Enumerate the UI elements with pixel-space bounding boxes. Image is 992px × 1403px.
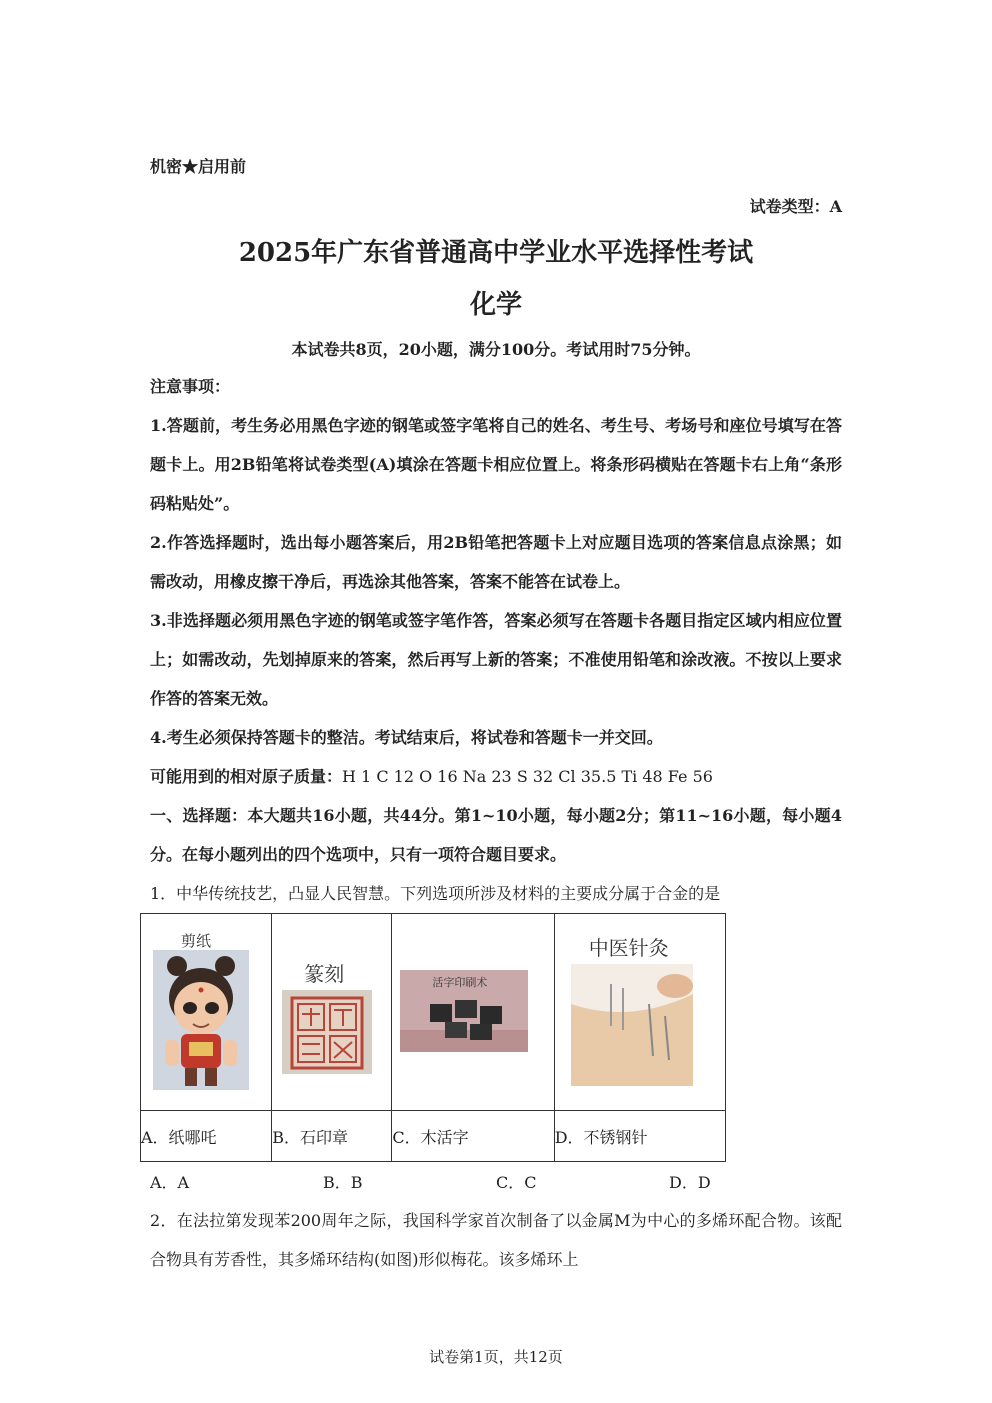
question-2-stem: 2．在法拉第发现苯200周年之际，我国科学家首次制备了以金属M为中心的多烯环配合物。该配合物具有芳香性，其多烯环结构(如图)形似梅花。该多烯环上 <box>150 1211 842 1269</box>
answer-choice-d[interactable]: D．D <box>669 1173 711 1192</box>
stone-seal-image <box>282 990 372 1074</box>
note-item-3: 3.非选择题必须用黑色字迹的钢笔或签字笔作答，答案必须写在答题卡各题目指定区域内相应位置上；如需改动，先划掉原来的答案，然后再写上新的答案；不准使用铅笔和涂改液。不按以上要求作答的答案无效。 <box>150 611 842 708</box>
note-item-1: 1.答题前，考生务必用黑色字迹的钢笔或签字笔将自己的姓名、考生号、考场号和座位号填写在答题卡上。用2B铅笔将试卷类型(A)填涂在答题卡相应位置上。将条形码横贴在答题卡右上角“条形码粘贴处”。 <box>150 416 842 513</box>
note-item-4: 4.考生必须保持答题卡的整洁。考试结束后，将试卷和答题卡一并交回。 <box>150 728 663 747</box>
exam-info: 本试卷共8页，20小题，满分100分。考试用时75分钟。 <box>291 340 701 359</box>
option-b-image-cell <box>272 914 392 1111</box>
exam-title: 2025年广东省普通高中学业水平选择性考试 <box>238 238 754 268</box>
subject-title: 化学 <box>469 290 522 320</box>
page-footer: 试卷第1页，共12页 <box>429 1348 563 1366</box>
acupuncture-image <box>571 964 693 1086</box>
option-d-image-cell <box>554 914 725 1111</box>
option-a-image-cell <box>141 914 272 1111</box>
caption-seal-carving: 篆刻 <box>304 962 345 986</box>
option-c-label: C．木活字 <box>392 1111 554 1162</box>
question-1-stem: 1．中华传统技艺，凸显人民智慧。下列选项所涉及材料的主要成分属于合金的是 <box>150 884 721 903</box>
option-b-label: B．石印章 <box>272 1111 392 1162</box>
atomic-masses-label: 可能用到的相对原子质量： <box>150 767 343 786</box>
caption-movable-type: 活字印刷术 <box>432 976 488 989</box>
answer-choice-b[interactable]: B．B <box>323 1173 363 1192</box>
question-1-options-table <box>140 913 726 1162</box>
caption-papercut: 剪纸 <box>181 932 212 950</box>
answer-choice-c[interactable]: C．C <box>496 1173 537 1192</box>
nezha-papercut-image <box>153 950 249 1090</box>
section-1-instructions: 一、选择题：本大题共16小题，共44分。第1~10小题，每小题2分；第11~16小题，每小题4分。在每小题列出的四个选项中，只有一项符合题目要求。 <box>150 806 842 864</box>
option-a-label: A．纸哪吒 <box>141 1111 272 1162</box>
answer-choice-a[interactable]: A．A <box>150 1173 190 1192</box>
notes-heading: 注意事项： <box>150 377 231 396</box>
atomic-masses <box>150 757 842 796</box>
confidential-mark: 机密★启用前 <box>150 157 247 176</box>
note-item-2: 2.作答选择题时，选出每小题答案后，用2B铅笔把答题卡上对应题目选项的答案信息点涂黑；如需改动，用橡皮擦干净后，再选涂其他答案，答案不能答在试卷上。 <box>150 533 842 591</box>
caption-acupuncture: 中医针灸 <box>588 936 669 960</box>
atomic-masses-values: H 1 C 12 O 16 Na 23 S 32 Cl 35.5 Ti 48 Fe 56 <box>342 767 713 786</box>
paper-type: 试卷类型：A <box>749 197 842 216</box>
option-d-label: D．不锈钢针 <box>554 1111 725 1162</box>
option-c-image-cell <box>392 914 554 1111</box>
